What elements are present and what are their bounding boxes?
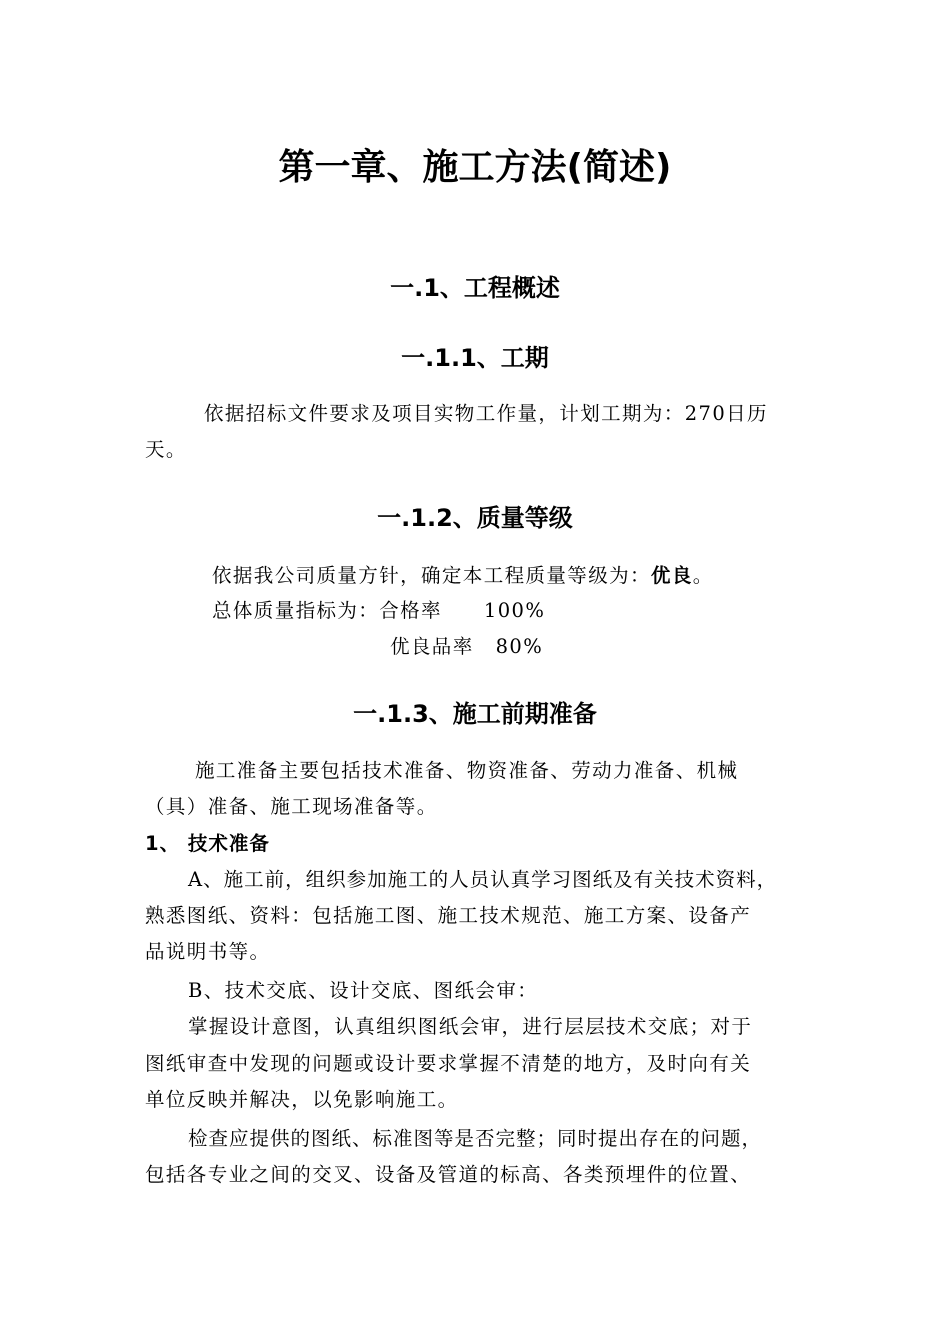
quality-pass-rate-label: 合格率	[379, 599, 442, 622]
quality-excellent-line	[390, 633, 543, 661]
quality-excellent-rate-value: 80%	[495, 635, 544, 658]
technical-prep-subheading: 1、 技术准备	[145, 832, 270, 855]
quality-grade-prefix: 依据我公司质量方针，确定本工程质量等级为：	[212, 564, 651, 587]
quality-index-label: 总体质量指标为：	[212, 599, 380, 622]
preparation-intro-line: 施工准备主要包括技术准备、物资准备、劳动力准备、机械	[195, 759, 739, 782]
schedule-paragraph-line: 天。	[145, 438, 187, 461]
item-b-line: 掌握设计意图，认真组织图纸会审，进行层层技术交底；对于	[188, 1015, 753, 1038]
section-heading-overview: 一.1、工程概述	[390, 274, 560, 302]
quality-grade-line	[212, 562, 714, 590]
quality-index-line	[212, 597, 545, 625]
section-heading-quality: 一.1.2、质量等级	[377, 504, 573, 532]
preparation-intro-line: （具）准备、施工现场准备等。	[145, 795, 438, 818]
item-b-heading: B、技术交底、设计交底、图纸会审：	[188, 979, 539, 1002]
section-heading-schedule: 一.1.1、工期	[401, 344, 549, 372]
schedule-paragraph-line: 依据招标文件要求及项目实物工作量，计划工期为：270日历	[204, 402, 768, 425]
item-a-line: 熟悉图纸、资料：包括施工图、施工技术规范、施工方案、设备产	[145, 904, 752, 927]
item-b-line: 单位反映并解决，以免影响施工。	[145, 1088, 459, 1111]
chapter-title: 第一章、施工方法(简述)	[278, 147, 672, 188]
item-b-line: 图纸审查中发现的问题或设计要求掌握不清楚的地方，及时向有关	[145, 1052, 752, 1075]
item-c-line: 检查应提供的图纸、标准图等是否完整；同时提出存在的问题，	[188, 1127, 763, 1150]
item-a-line: A、施工前，组织参加施工的人员认真学习图纸及有关技术资料，	[188, 868, 778, 891]
item-a-line: 品说明书等。	[145, 940, 271, 963]
quality-grade-value: 优良	[650, 564, 693, 587]
quality-grade-suffix: 。	[692, 564, 714, 587]
quality-excellent-rate-label: 优良品率	[390, 635, 474, 658]
item-c-line: 包括各专业之间的交叉、设备及管道的标高、各类预埋件的位置、	[145, 1163, 752, 1186]
section-heading-preparation: 一.1.3、施工前期准备	[353, 700, 597, 728]
quality-pass-rate-value: 100%	[483, 599, 546, 622]
